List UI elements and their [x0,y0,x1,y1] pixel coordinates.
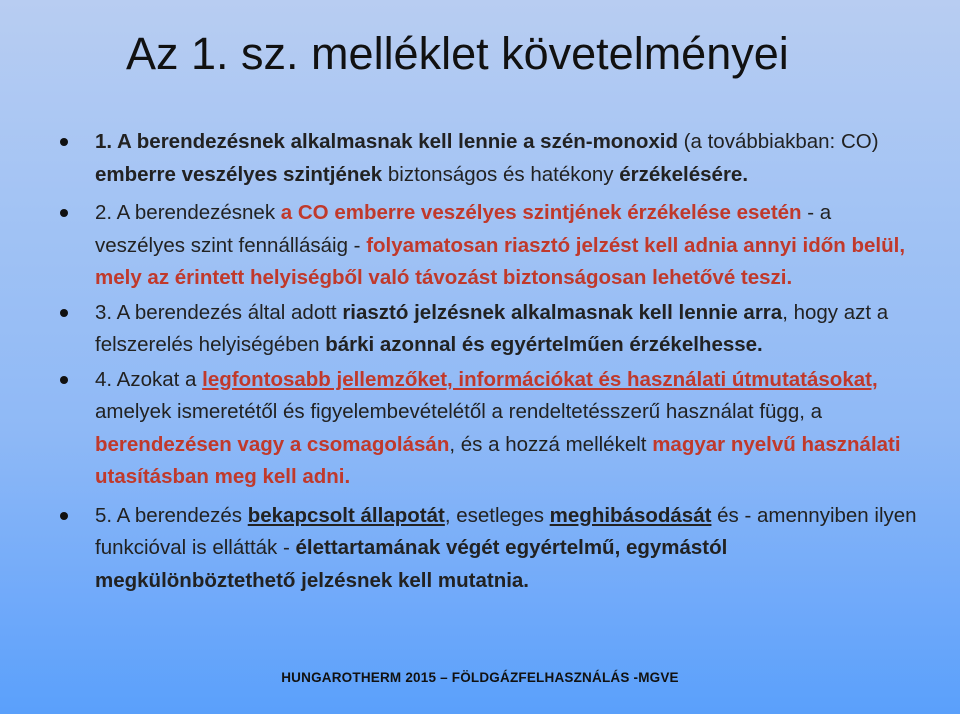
requirement-item-1 [0,126,960,191]
item-text: 3. A berendezés által adott [95,300,343,324]
item-text: , esetleges [444,503,550,527]
item-text-highlight: magyar nyelvű használati utasításban meg kell adni. [95,432,901,488]
item-text: 2. A berendezésnek [95,201,281,224]
item-text: biztonságos és hatékony [382,162,620,186]
item-text-highlight: folyamatosan riasztó jelzést kell adnia annyi időn belül, mely az érintett helyiségből való távozást biztonságosan lehetővé teszi. [95,233,906,289]
item-text: élettartamának végét egyértelmű, egymástól megkülönböztethető jelzésnek kell mutatnia. [95,536,728,592]
item-text: (a továbbiakban: CO) [677,130,879,153]
requirement-item-2 [0,197,960,295]
item-text: , és a hozzá mellékelt [449,432,653,456]
item-text: - a veszélyes szint fennállásáig - [95,201,832,257]
item-text: emberre veszélyes szintjének [95,162,383,186]
requirement-item-3 [0,297,960,362]
item-text-highlight: legfontosabb jellemzőket, információkat és használati útmutatásokat, [202,367,878,391]
item-text: érzékelésére. [619,162,749,186]
item-text: meghibásodását [549,503,712,527]
item-text-highlight: berendezésen vagy a csomagolásán [95,432,450,456]
item-text: 4. Azokat a [95,367,203,391]
item-text: 1. [95,130,118,153]
requirements-list [0,126,960,597]
requirement-item-4 [0,364,960,494]
slide-title: Az 1. sz. melléklet követelményei [126,28,789,79]
item-text-highlight: a CO emberre veszélyes szintjének érzékelése esetén [280,201,802,224]
item-text: , hogy azt a felszerelés helyiségében [95,300,889,356]
item-text: amelyek ismeretétől és figyelembevételétől a rendeltetésszerű használat függ, a [95,400,823,423]
item-text: és - amennyiben ilyen funkcióval is ellátták - [95,503,917,559]
item-text: riasztó jelzésnek alkalmasnak kell lennie arra [342,300,783,324]
item-text: bekapcsolt állapotát [247,503,445,527]
item-text: A berendezésnek alkalmasnak kell lennie a szén-monoxid [117,130,678,153]
requirement-item-5 [0,500,960,598]
footer-text: HUNGAROTHERM 2015 – FÖLDGÁZFELHASZNÁLÁS -MGVE [281,670,679,685]
item-text: 5. A berendezés [95,503,248,527]
item-text: bárki azonnal és egyértelműen érzékelhesse. [325,333,763,356]
